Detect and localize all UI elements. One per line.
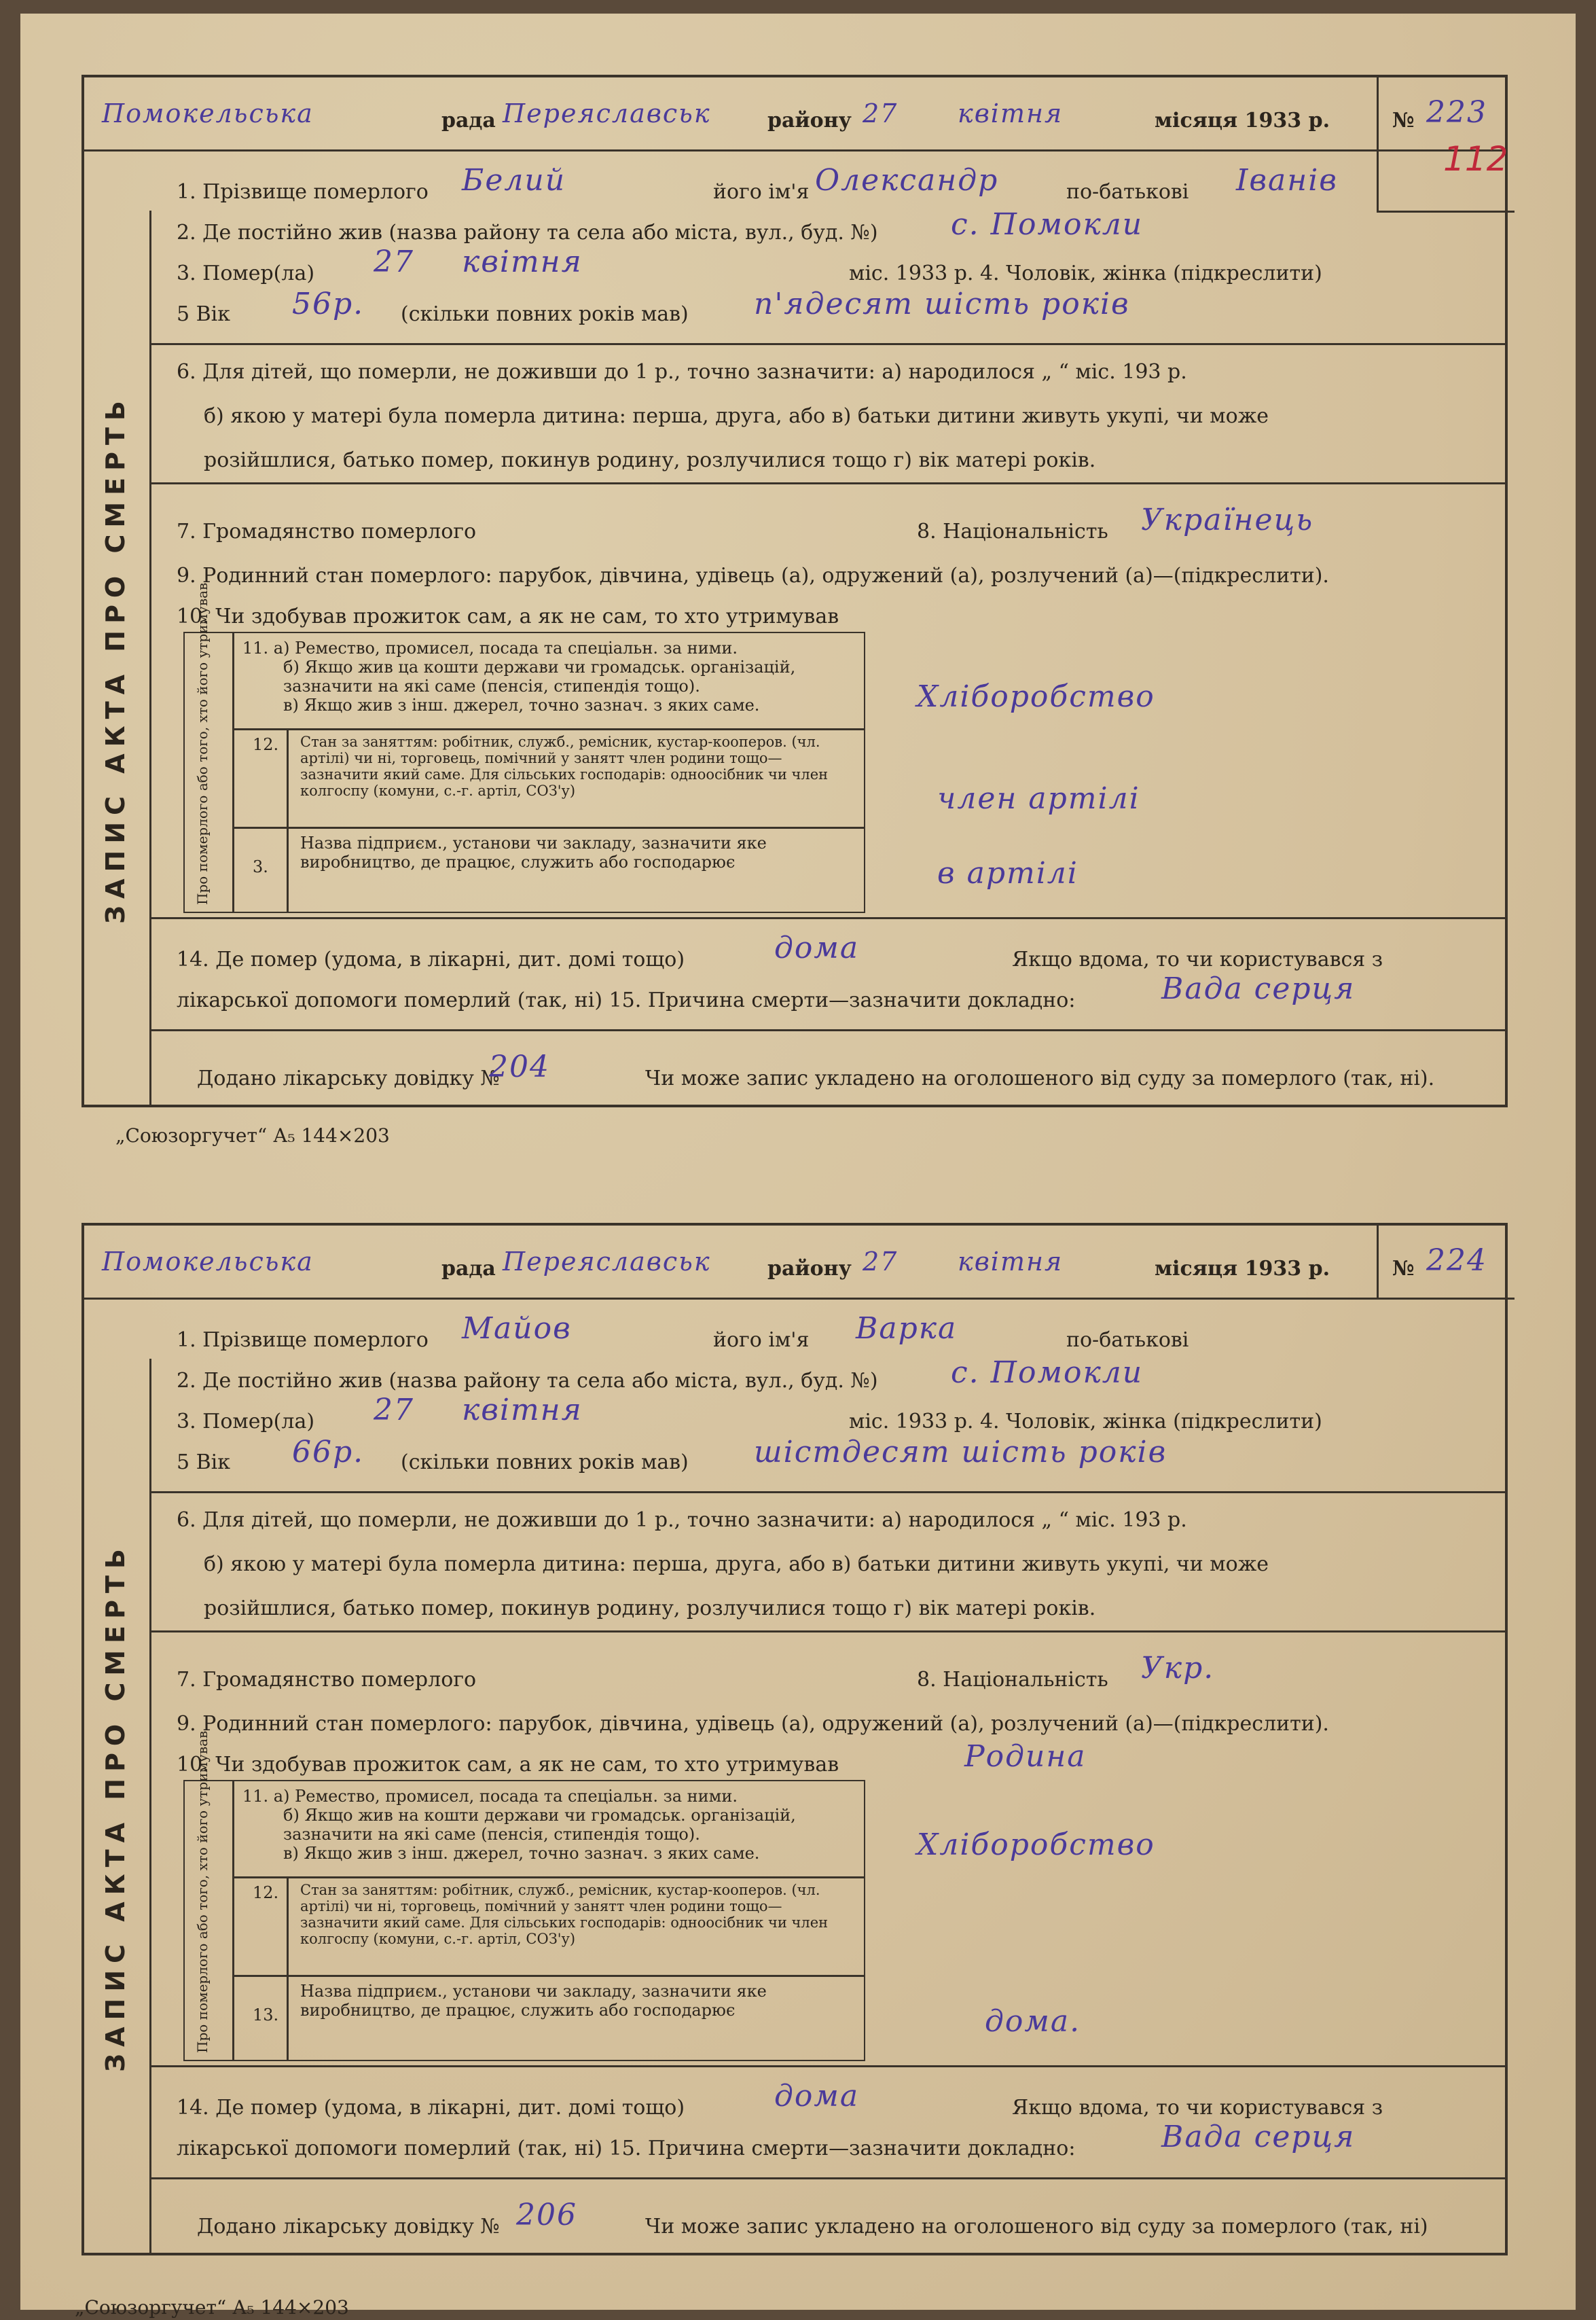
field-died-rest: міс. 1933 р. 4. Чоловік, жінка (підкреслити) [849, 1410, 1322, 1433]
divider [232, 1876, 864, 1878]
council-name: Помокельська [102, 1247, 314, 1277]
side-band [81, 1359, 151, 2255]
field-court-label: Чи може запис укладено на оголошеного від суду за померлого (так, ні) [645, 2215, 1428, 2238]
header-month: квітня [958, 1247, 1064, 1277]
field-age-value: 66р. [292, 1435, 365, 1469]
field-support-value: Родина [964, 1739, 1087, 1774]
printer-imprint: „Союзоргучет“ А₅ 144×203 [75, 2296, 349, 2319]
field-occupation-b: б) Якщо жив ца кошти держави чи громадськ. організацій, зазначити на які саме (пенсія, стипендія тощо). [283, 658, 796, 696]
field-certificate-number: 206 [516, 2198, 577, 2232]
divider [149, 2065, 1508, 2067]
field-died-month: квітня [462, 1393, 583, 1427]
header-day: 27 [863, 99, 899, 128]
header-month: квітня [958, 99, 1064, 128]
field-nationality-value: Укр. [1141, 1651, 1215, 1685]
field-status-number: 12. [253, 735, 279, 754]
occupation-text [242, 639, 854, 715]
field-status-value: член артілі [937, 781, 1140, 816]
field-status-label: Стан за заняттям: робітник, служб., ремісник, кустар-кооперов. (чл. артілі) чи ні, торговець, помічний у занятт член родини тощо—зазначити який саме. Для сільських господарів: одноосібник чи член колгоспу (комуни, с.-г. артіл, СОЗ'у) [300, 1882, 829, 1947]
field-age-note: (скільки повних років мав) [401, 1450, 689, 1474]
divider [287, 728, 289, 912]
field-died-day: 27 [374, 1393, 414, 1427]
field-occupation-value: Хліборобство [917, 679, 1155, 714]
field-cause-label: лікарської допомоги померлий (так, ні) 15. Причина смерти—зазначити докладно: [177, 988, 1076, 1012]
field-occupation-c: в) Якщо жив з інш. джерел, точно зазнач. з яких саме. [283, 1844, 760, 1863]
field-status-number: 12. [253, 1883, 279, 1902]
field-died-label: 3. Помер(ла) [177, 1410, 315, 1433]
rayonu-label: району [767, 109, 852, 132]
field-residence-label: 2. Де постійно жив (назва району та села або міста, вул., буд. №) [177, 1369, 878, 1393]
field-occupation-value: Хліборобство [917, 1827, 1155, 1862]
field-died-rest: міс. 1933 р. 4. Чоловік, жінка (підкреслити) [849, 262, 1322, 285]
divider [149, 1630, 1508, 1632]
field-occupation-a: 11. а) Ремество, промисел, посада та спеціальн. за ними. [242, 1787, 738, 1806]
field-place-of-death-label: 14. Де помер (удома, в лікарні, дит. домі тощо) [177, 2096, 685, 2120]
field-age-words: п'ядесят шість років [754, 287, 1130, 321]
field-citizenship-label: 7. Громадянство померлого [177, 1668, 477, 1692]
field-occupation-b: б) Якщо жив на кошти держави чи громадськ. організацій, зазначити на які саме (пенсія, стипендія тощо). [283, 1806, 796, 1844]
month-year-label: місяця 1933 р. [1155, 109, 1330, 132]
divider [149, 917, 1508, 919]
red-annotation: 112 [1443, 139, 1508, 179]
divider [287, 1876, 289, 2060]
header-day: 27 [863, 1247, 899, 1277]
field-enterprise-number: 3. [253, 857, 268, 876]
field-nationality-label: 8. Національність [917, 1668, 1108, 1692]
field-nationality-value: Українець [1141, 503, 1314, 537]
field-certificate-number: 204 [489, 1050, 550, 1084]
record-number-box [1377, 1223, 1515, 1300]
field-enterprise-label: Назва підприєм., установи чи закладу, зазначити яке виробництво, де працює, служить або господарює [300, 834, 767, 872]
divider [232, 728, 864, 730]
occupation-vertical-note: Про померлого або того, хто його утримував [194, 582, 211, 905]
death-record-form-2 [75, 1223, 1515, 2319]
month-year-label: місяця 1933 р. [1155, 1257, 1330, 1281]
field-occupation-c: в) Якщо жив з інш. джерел, точно зазнач. з яких саме. [283, 696, 760, 715]
field-place-of-death-label: 14. Де помер (удома, в лікарні, дит. домі тощо) [177, 948, 685, 971]
field-age-note: (скільки повних років мав) [401, 302, 689, 326]
district-name: Переяславськ [503, 1247, 711, 1277]
field-support-label: 10. Чи здобував прожиток сам, а як не сам, то хто утримував [177, 1753, 839, 1777]
field-children-line-a: 6. Для дітей, що померли, не доживши до 1 р., точно зазначити: а) народилося „ “ міс. 193 р. [177, 1508, 1187, 1532]
record-number-box [1377, 75, 1515, 213]
field-died-day: 27 [374, 245, 414, 279]
field-certificate-label: Додано лікарську довідку № [197, 2215, 500, 2238]
divider [232, 633, 234, 912]
field-patronymic-label: по-батькові [1066, 1328, 1189, 1352]
field-enterprise-value: в артілі [937, 856, 1078, 891]
field-surname-value: Майов [462, 1311, 572, 1346]
field-name-label: його ім'я [713, 1328, 810, 1352]
field-residence-value: с. Помокли [951, 1355, 1144, 1390]
field-citizenship-label: 7. Громадянство померлого [177, 520, 477, 543]
field-medical-help-label: Якщо вдома, то чи користувався з [1012, 2096, 1383, 2120]
number-sign: № [1392, 1257, 1415, 1281]
field-died-label: 3. Помер(ла) [177, 262, 315, 285]
field-nationality-label: 8. Національність [917, 520, 1108, 543]
field-enterprise-number: 13. [253, 2005, 279, 2024]
field-age-words: шістдесят шість років [754, 1435, 1167, 1469]
divider [149, 1029, 1508, 1031]
divider [232, 827, 864, 829]
divider [149, 343, 1508, 345]
field-children-line-b: б) якою у матері була померла дитина: перша, друга, або в) батьки дитини живуть укупі, чи може [204, 1552, 1269, 1576]
council-name: Помокельська [102, 99, 314, 128]
occupation-vertical-note: Про померлого або того, хто його утримував [194, 1730, 211, 2053]
field-cause-value: Вада серця [1161, 971, 1356, 1006]
side-title: ЗАПИС АКТА ПРО СМЕРТЬ [101, 1542, 130, 2072]
field-support-label: 10. Чи здобував прожиток сам, а як не сам, то хто утримував [177, 605, 839, 628]
rayonu-label: району [767, 1257, 852, 1281]
field-surname-value: Белий [462, 163, 566, 198]
field-medical-help-label: Якщо вдома, то чи користувався з [1012, 948, 1383, 971]
divider [149, 1491, 1508, 1493]
form-header [81, 75, 1508, 151]
archival-sheet [20, 14, 1576, 2319]
field-place-of-death-value: дома [774, 2079, 860, 2113]
field-marital-status: 9. Родинний стан померлого: парубок, дівчина, удівець (а), одружений (а), розлучений (а)—(підкреслити). [177, 564, 1329, 588]
field-enterprise-label: Назва підприєм., установи чи закладу, зазначити яке виробництво, де працює, служить або господарює [300, 1982, 767, 2020]
district-name: Переяславськ [503, 99, 711, 128]
field-age-label: 5 Вік [177, 302, 231, 326]
field-children-line-b: б) якою у матері була померла дитина: перша, друга, або в) батьки дитини живуть укупі, чи може [204, 404, 1269, 428]
rada-label: рада [441, 1257, 496, 1281]
field-children-line-c: розійшлися, батько помер, покинув родину, розлучилися тощо г) вік матері років. [204, 448, 1096, 472]
divider [149, 482, 1508, 484]
field-children-line-a: 6. Для дітей, що померли, не доживши до 1 р., точно зазначити: а) народилося „ “ міс. 193 р. [177, 360, 1187, 384]
field-name-label: його ім'я [713, 180, 810, 204]
field-name-value: Олександр [815, 163, 999, 198]
side-title: ЗАПИС АКТА ПРО СМЕРТЬ [101, 394, 130, 924]
field-occupation-a: 11. а) Ремество, промисел, посада та спеціальн. за ними. [242, 639, 738, 658]
field-court-label: Чи може запис укладено на оголошеного від суду за померлого (так, ні). [645, 1067, 1435, 1090]
field-marital-status: 9. Родинний стан померлого: парубок, дівчина, удівець (а), одружений (а), розлучений (а)—(підкреслити). [177, 1712, 1329, 1736]
field-died-month: квітня [462, 245, 583, 279]
field-children-line-c: розійшлися, батько помер, покинув родину, розлучилися тощо г) вік матері років. [204, 1596, 1096, 1620]
field-age-value: 56р. [292, 287, 365, 321]
field-name-value: Варка [856, 1311, 958, 1346]
field-age-label: 5 Вік [177, 1450, 231, 1474]
rada-label: рада [441, 109, 496, 132]
field-surname-label: 1. Прізвище померлого [177, 180, 429, 204]
divider [149, 2177, 1508, 2179]
field-cause-label: лікарської допомоги померлий (так, ні) 15. Причина смерти—зазначити докладно: [177, 2137, 1076, 2160]
field-cause-value: Вада серця [1161, 2120, 1356, 2154]
record-number: 223 [1426, 95, 1487, 130]
record-number: 224 [1426, 1243, 1487, 1278]
field-place-of-death-value: дома [774, 931, 860, 965]
field-surname-label: 1. Прізвище померлого [177, 1328, 429, 1352]
form-header [81, 1223, 1508, 1300]
number-sign: № [1392, 109, 1415, 132]
side-band [81, 211, 151, 1107]
field-enterprise-value: дома. [985, 2004, 1081, 2039]
field-residence-value: с. Помокли [951, 207, 1144, 242]
field-residence-label: 2. Де постійно жив (назва району та села або міста, вул., буд. №) [177, 221, 878, 245]
death-record-form-1 [81, 75, 1515, 1147]
field-patronymic-label: по-батькові [1066, 180, 1189, 204]
occupation-text [242, 1787, 854, 1863]
divider [232, 1781, 234, 2060]
divider [232, 1975, 864, 1977]
field-certificate-label: Додано лікарську довідку № [197, 1067, 500, 1090]
field-status-label: Стан за заняттям: робітник, служб., ремісник, кустар-кооперов. (чл. артілі) чи ні, торговець, помічний у занятт член родини тощо—зазначити який саме. Для сільських господарів: одноосібник чи член колгоспу (комуни, с.-г. артіл, СОЗ'у) [300, 734, 829, 799]
field-patronymic-value: Іванів [1236, 163, 1338, 198]
printer-imprint: „Союзоргучет“ А₅ 144×203 [115, 1124, 390, 1147]
